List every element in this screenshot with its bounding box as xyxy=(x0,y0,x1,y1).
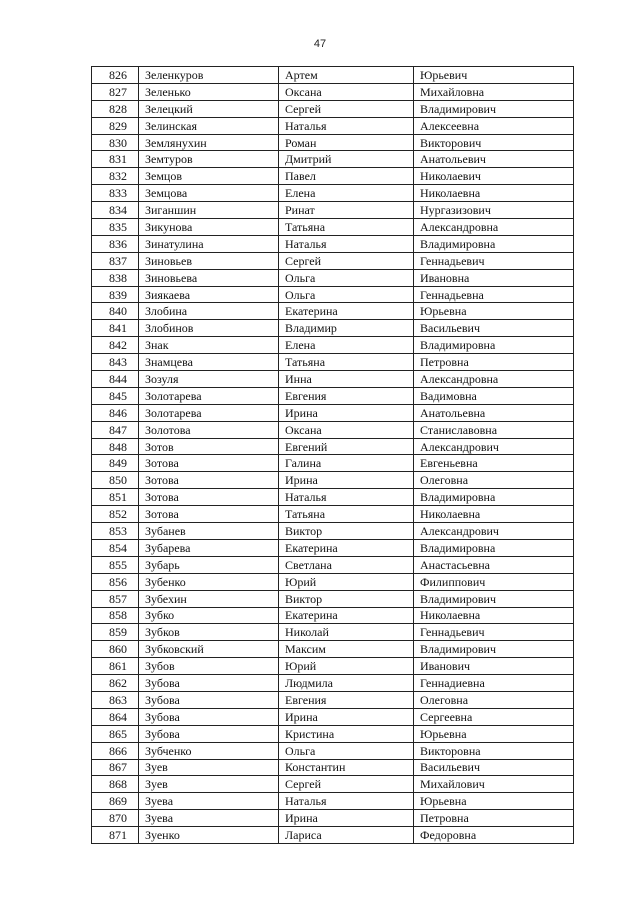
patronymic-cell: Нургазизович xyxy=(414,202,574,219)
table-row xyxy=(92,421,574,438)
patronymic-cell: Александрович xyxy=(414,438,574,455)
row-number: 871 xyxy=(92,827,139,844)
first-name-cell: Ринат xyxy=(279,202,414,219)
patronymic-cell: Васильевич xyxy=(414,759,574,776)
table-row xyxy=(92,320,574,337)
table-row xyxy=(92,658,574,675)
row-number: 832 xyxy=(92,168,139,185)
row-number: 853 xyxy=(92,523,139,540)
first-name-cell: Наталья xyxy=(279,235,414,252)
table-row xyxy=(92,286,574,303)
patronymic-cell: Федоровна xyxy=(414,827,574,844)
row-number: 860 xyxy=(92,641,139,658)
surname-cell: Зуева xyxy=(139,793,279,810)
row-number: 844 xyxy=(92,371,139,388)
first-name-cell: Наталья xyxy=(279,793,414,810)
surname-cell: Зубехин xyxy=(139,590,279,607)
row-number: 834 xyxy=(92,202,139,219)
row-number: 838 xyxy=(92,269,139,286)
surname-cell: Золотарева xyxy=(139,404,279,421)
surname-cell: Зикунова xyxy=(139,219,279,236)
table-row xyxy=(92,539,574,556)
row-number: 846 xyxy=(92,404,139,421)
table-row xyxy=(92,100,574,117)
row-number: 856 xyxy=(92,573,139,590)
patronymic-cell: Юрьевич xyxy=(414,67,574,84)
surname-cell: Землянухин xyxy=(139,134,279,151)
row-number: 861 xyxy=(92,658,139,675)
surname-cell: Зубченко xyxy=(139,742,279,759)
patronymic-cell: Владимировна xyxy=(414,235,574,252)
first-name-cell: Ольга xyxy=(279,269,414,286)
row-number: 829 xyxy=(92,117,139,134)
first-name-cell: Татьяна xyxy=(279,219,414,236)
surname-cell: Зиганшин xyxy=(139,202,279,219)
first-name-cell: Юрий xyxy=(279,658,414,675)
row-number: 839 xyxy=(92,286,139,303)
first-name-cell: Владимир xyxy=(279,320,414,337)
table-row xyxy=(92,489,574,506)
table-row xyxy=(92,793,574,810)
surname-cell: Зуев xyxy=(139,776,279,793)
table-row xyxy=(92,269,574,286)
page-number: 47 xyxy=(313,38,327,50)
first-name-cell: Наталья xyxy=(279,117,414,134)
row-number: 864 xyxy=(92,708,139,725)
surname-cell: Зиновьева xyxy=(139,269,279,286)
surname-cell: Зозуля xyxy=(139,371,279,388)
patronymic-cell: Геннадиевна xyxy=(414,675,574,692)
table-row xyxy=(92,827,574,844)
row-number: 837 xyxy=(92,252,139,269)
surname-cell: Зубанев xyxy=(139,523,279,540)
first-name-cell: Ольга xyxy=(279,742,414,759)
table-row xyxy=(92,691,574,708)
patronymic-cell: Евгеньевна xyxy=(414,455,574,472)
first-name-cell: Кристина xyxy=(279,725,414,742)
patronymic-cell: Сергеевна xyxy=(414,708,574,725)
table-row xyxy=(92,573,574,590)
surname-cell: Зубенко xyxy=(139,573,279,590)
table-row xyxy=(92,455,574,472)
row-number: 831 xyxy=(92,151,139,168)
surname-cell: Зубова xyxy=(139,675,279,692)
patronymic-cell: Николаевна xyxy=(414,607,574,624)
first-name-cell: Сергей xyxy=(279,776,414,793)
first-name-cell: Артем xyxy=(279,67,414,84)
first-name-cell: Евгений xyxy=(279,438,414,455)
row-number: 848 xyxy=(92,438,139,455)
patronymic-cell: Олеговна xyxy=(414,691,574,708)
row-number: 851 xyxy=(92,489,139,506)
row-number: 854 xyxy=(92,539,139,556)
patronymic-cell: Александровна xyxy=(414,371,574,388)
first-name-cell: Павел xyxy=(279,168,414,185)
row-number: 865 xyxy=(92,725,139,742)
table-row xyxy=(92,759,574,776)
first-name-cell: Наталья xyxy=(279,489,414,506)
surname-cell: Зубова xyxy=(139,708,279,725)
first-name-cell: Юрий xyxy=(279,573,414,590)
patronymic-cell: Геннадьевич xyxy=(414,252,574,269)
patronymic-cell: Викторовна xyxy=(414,742,574,759)
table-row xyxy=(92,556,574,573)
surname-cell: Зубов xyxy=(139,658,279,675)
table-row xyxy=(92,404,574,421)
table-row xyxy=(92,438,574,455)
first-name-cell: Евгения xyxy=(279,387,414,404)
table-row xyxy=(92,67,574,84)
first-name-cell: Николай xyxy=(279,624,414,641)
surname-cell: Зуева xyxy=(139,810,279,827)
row-number: 836 xyxy=(92,235,139,252)
first-name-cell: Ирина xyxy=(279,404,414,421)
surname-cell: Зуенко xyxy=(139,827,279,844)
surname-cell: Зинатулина xyxy=(139,235,279,252)
first-name-cell: Роман xyxy=(279,134,414,151)
surname-cell: Земтуров xyxy=(139,151,279,168)
first-name-cell: Оксана xyxy=(279,83,414,100)
row-number: 833 xyxy=(92,185,139,202)
surname-cell: Знамцева xyxy=(139,354,279,371)
surname-cell: Зиякаева xyxy=(139,286,279,303)
first-name-cell: Евгения xyxy=(279,691,414,708)
surname-cell: Зиновьев xyxy=(139,252,279,269)
surname-cell: Зотов xyxy=(139,438,279,455)
first-name-cell: Сергей xyxy=(279,252,414,269)
surname-cell: Земцова xyxy=(139,185,279,202)
patronymic-cell: Геннадьевна xyxy=(414,286,574,303)
row-number: 827 xyxy=(92,83,139,100)
table-row xyxy=(92,134,574,151)
patronymic-cell: Владимирович xyxy=(414,641,574,658)
first-name-cell: Елена xyxy=(279,337,414,354)
table-row xyxy=(92,168,574,185)
patronymic-cell: Алексеевна xyxy=(414,117,574,134)
first-name-cell: Татьяна xyxy=(279,354,414,371)
table-row xyxy=(92,219,574,236)
row-number: 849 xyxy=(92,455,139,472)
table-row xyxy=(92,725,574,742)
surname-cell: Золотова xyxy=(139,421,279,438)
table-row xyxy=(92,641,574,658)
surname-cell: Земцов xyxy=(139,168,279,185)
patronymic-cell: Анастасьевна xyxy=(414,556,574,573)
row-number: 826 xyxy=(92,67,139,84)
surname-cell: Зеленкуров xyxy=(139,67,279,84)
surname-cell: Зотова xyxy=(139,455,279,472)
first-name-cell: Максим xyxy=(279,641,414,658)
patronymic-cell: Геннадьевич xyxy=(414,624,574,641)
surname-cell: Зубарева xyxy=(139,539,279,556)
first-name-cell: Константин xyxy=(279,759,414,776)
first-name-cell: Елена xyxy=(279,185,414,202)
table-row xyxy=(92,371,574,388)
table-row xyxy=(92,185,574,202)
row-number: 828 xyxy=(92,100,139,117)
row-number: 858 xyxy=(92,607,139,624)
first-name-cell: Светлана xyxy=(279,556,414,573)
table-row xyxy=(92,590,574,607)
table-row xyxy=(92,83,574,100)
first-name-cell: Ольга xyxy=(279,286,414,303)
patronymic-cell: Юрьевна xyxy=(414,793,574,810)
first-name-cell: Екатерина xyxy=(279,539,414,556)
row-number: 862 xyxy=(92,675,139,692)
patronymic-cell: Николаевна xyxy=(414,506,574,523)
first-name-cell: Ирина xyxy=(279,472,414,489)
table-row xyxy=(92,607,574,624)
patronymic-cell: Васильевич xyxy=(414,320,574,337)
row-number: 840 xyxy=(92,303,139,320)
table-row xyxy=(92,252,574,269)
table-row xyxy=(92,810,574,827)
row-number: 843 xyxy=(92,354,139,371)
table-row xyxy=(92,523,574,540)
patronymic-cell: Анатольевна xyxy=(414,404,574,421)
surname-cell: Зуев xyxy=(139,759,279,776)
surname-cell: Зубарь xyxy=(139,556,279,573)
patronymic-cell: Николаевна xyxy=(414,185,574,202)
row-number: 869 xyxy=(92,793,139,810)
row-number: 845 xyxy=(92,387,139,404)
surname-cell: Зубко xyxy=(139,607,279,624)
row-number: 847 xyxy=(92,421,139,438)
table-row xyxy=(92,151,574,168)
first-name-cell: Виктор xyxy=(279,523,414,540)
first-name-cell: Ирина xyxy=(279,810,414,827)
row-number: 841 xyxy=(92,320,139,337)
row-number: 852 xyxy=(92,506,139,523)
table-row xyxy=(92,742,574,759)
row-number: 870 xyxy=(92,810,139,827)
patronymic-cell: Николаевич xyxy=(414,168,574,185)
first-name-cell: Виктор xyxy=(279,590,414,607)
patronymic-cell: Викторович xyxy=(414,134,574,151)
surname-cell: Зубков xyxy=(139,624,279,641)
surname-cell: Зотова xyxy=(139,472,279,489)
patronymic-cell: Владимирович xyxy=(414,100,574,117)
row-number: 857 xyxy=(92,590,139,607)
table-row xyxy=(92,776,574,793)
table-row xyxy=(92,387,574,404)
patronymic-cell: Юрьевна xyxy=(414,725,574,742)
first-name-cell: Ирина xyxy=(279,708,414,725)
patronymic-cell: Олеговна xyxy=(414,472,574,489)
patronymic-cell: Юрьевна xyxy=(414,303,574,320)
patronymic-cell: Владимирович xyxy=(414,590,574,607)
table-row xyxy=(92,708,574,725)
table-row xyxy=(92,303,574,320)
surname-cell: Знак xyxy=(139,337,279,354)
surname-cell: Злобина xyxy=(139,303,279,320)
surname-cell: Зубковский xyxy=(139,641,279,658)
first-name-cell: Людмила xyxy=(279,675,414,692)
table-row xyxy=(92,235,574,252)
table-row xyxy=(92,337,574,354)
surname-cell: Зубова xyxy=(139,725,279,742)
table-row xyxy=(92,117,574,134)
patronymic-cell: Иванович xyxy=(414,658,574,675)
patronymic-cell: Петровна xyxy=(414,354,574,371)
patronymic-cell: Анатольевич xyxy=(414,151,574,168)
row-number: 830 xyxy=(92,134,139,151)
row-number: 863 xyxy=(92,691,139,708)
patronymic-cell: Михайлович xyxy=(414,776,574,793)
first-name-cell: Сергей xyxy=(279,100,414,117)
patronymic-cell: Владимировна xyxy=(414,337,574,354)
surname-cell: Зотова xyxy=(139,506,279,523)
row-number: 850 xyxy=(92,472,139,489)
first-name-cell: Оксана xyxy=(279,421,414,438)
first-name-cell: Татьяна xyxy=(279,506,414,523)
surname-cell: Зубова xyxy=(139,691,279,708)
table-row xyxy=(92,624,574,641)
patronymic-cell: Ивановна xyxy=(414,269,574,286)
surname-cell: Зелецкий xyxy=(139,100,279,117)
patronymic-cell: Вадимовна xyxy=(414,387,574,404)
patronymic-cell: Филиппович xyxy=(414,573,574,590)
row-number: 867 xyxy=(92,759,139,776)
patronymic-cell: Михайловна xyxy=(414,83,574,100)
first-name-cell: Дмитрий xyxy=(279,151,414,168)
row-number: 866 xyxy=(92,742,139,759)
row-number: 855 xyxy=(92,556,139,573)
row-number: 842 xyxy=(92,337,139,354)
patronymic-cell: Владимировна xyxy=(414,539,574,556)
first-name-cell: Лариса xyxy=(279,827,414,844)
roster-body xyxy=(92,67,574,844)
table-row xyxy=(92,202,574,219)
surname-cell: Зотова xyxy=(139,489,279,506)
patronymic-cell: Александрович xyxy=(414,523,574,540)
patronymic-cell: Владимировна xyxy=(414,489,574,506)
row-number: 859 xyxy=(92,624,139,641)
first-name-cell: Екатерина xyxy=(279,607,414,624)
patronymic-cell: Петровна xyxy=(414,810,574,827)
surname-cell: Зеленько xyxy=(139,83,279,100)
table-row xyxy=(92,472,574,489)
table-row xyxy=(92,675,574,692)
patronymic-cell: Александровна xyxy=(414,219,574,236)
surname-cell: Зелинская xyxy=(139,117,279,134)
row-number: 835 xyxy=(92,219,139,236)
table-row xyxy=(92,354,574,371)
row-number: 868 xyxy=(92,776,139,793)
surname-cell: Злобинов xyxy=(139,320,279,337)
table-row xyxy=(92,506,574,523)
first-name-cell: Екатерина xyxy=(279,303,414,320)
first-name-cell: Инна xyxy=(279,371,414,388)
surname-cell: Золотарева xyxy=(139,387,279,404)
first-name-cell: Галина xyxy=(279,455,414,472)
roster-table xyxy=(91,66,574,844)
patronymic-cell: Станиславовна xyxy=(414,421,574,438)
